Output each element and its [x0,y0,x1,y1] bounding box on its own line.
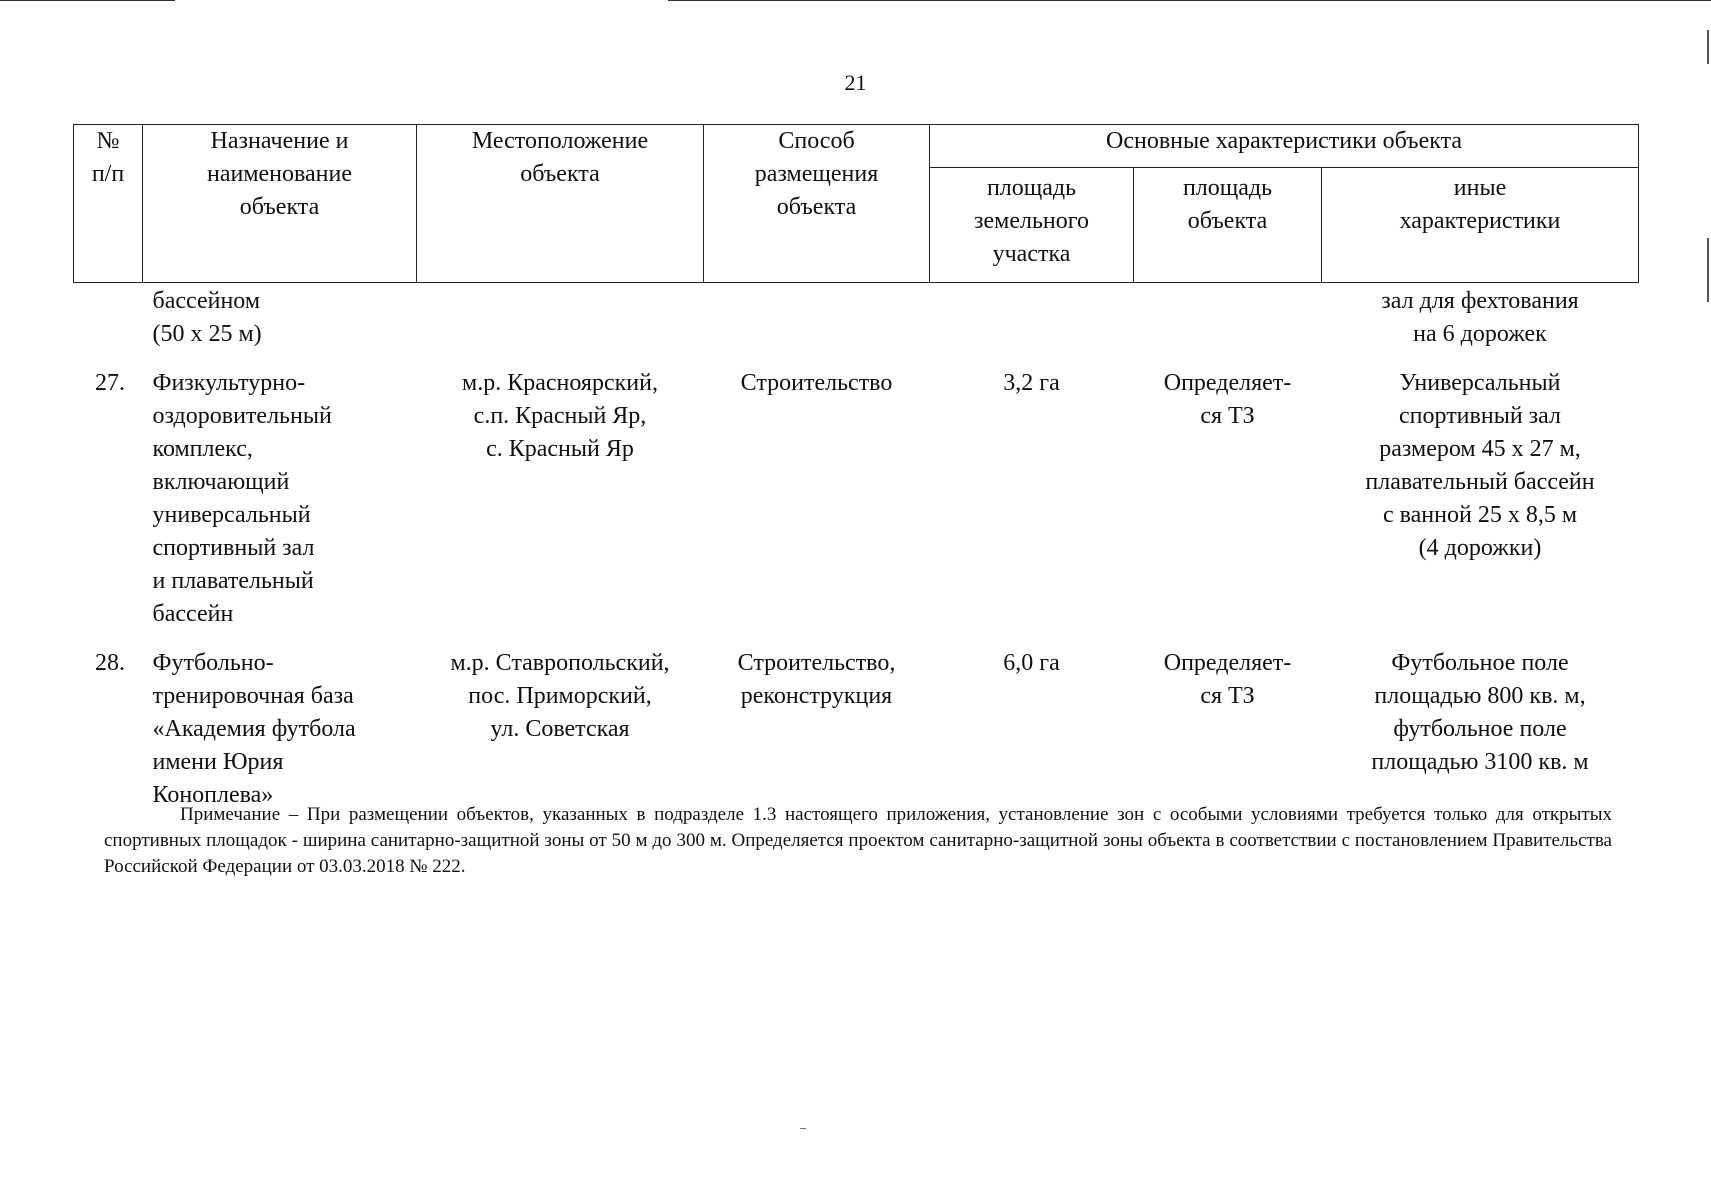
cell-land-area: 6,0 га [1003,650,1060,676]
header-characteristics: Основные характеристики объекта [930,125,1639,168]
cell-num [74,283,143,360]
header-location: Местоположение объекта [417,125,704,283]
cell-other: Футбольное поле площадью 800 кв. м, футбольное поле площадью 3100 кв. м [1371,650,1589,775]
table-row-continuation [74,283,1639,360]
cell-name: Футбольно- тренировочная база «Академия футбола имени Юрия Коноплева» [152,650,356,808]
cell-num: 28. [95,650,125,676]
cell-location: м.р. Ставропольский, пос. Приморский, ул. Советская [450,650,670,742]
page-number: 21 [844,70,867,95]
cell-method: Строительство [740,370,893,396]
table-body [74,283,1639,821]
scan-dot-mark [800,1128,806,1129]
cell-other: зал для фехтования на 6 дорожек [1381,288,1579,347]
header-land-area: площадь земельного участка [930,168,1134,283]
cell-name: бассейном (50 х 25 м) [152,288,262,347]
cell-object-area [1134,283,1322,360]
scan-artifact-line [668,0,1711,1]
header-other: иные характеристики [1322,168,1639,283]
cell-name: Физкультурно- оздоровительный комплекс, включающий универсальный спортивный зал и плавательный бассейн [152,370,332,627]
cell-object-area: Определяет- ся ТЗ [1163,370,1292,429]
cell-other: Универсальный спортивный зал размером 45 х 27 м, плавательный бассейн с ванной 25 х 8,5 м (4 дорожки) [1365,370,1595,561]
scan-artifact-line [0,0,175,1]
scan-edge-mark [1707,30,1709,64]
scan-edge-mark [1707,238,1709,302]
header-num: № п/п [74,125,143,283]
header-method: Способ размещения объекта [704,125,930,283]
table-header [74,125,1639,283]
header-object-area: площадь объекта [1134,168,1322,283]
table-row [74,359,1639,639]
cell-land-area [930,283,1134,360]
footnote: Примечание – При размещении объектов, указанных в подразделе 1.3 настоящего приложения, установление зон с особыми условиями требуется только для открытых спортивных площадок - ширина санитарно-защитной зоны от 50 м до 300 м. Определяется проектом санитарно-защитной зоны объекта в соответствии с постановлением Правительства Российской Федерации от 03.03.2018 № 222. [104,804,1612,877]
table-row [74,639,1639,820]
cell-num: 27. [95,370,125,396]
header-name: Назначение и наименование объекта [143,125,417,283]
cell-method [704,283,930,360]
cell-location [417,283,704,360]
cell-location: м.р. Красноярский, с.п. Красный Яр, с. Красный Яр [462,370,658,462]
cell-method: Строительство, реконструкция [737,650,896,709]
cell-object-area: Определяет- ся ТЗ [1163,650,1292,709]
cell-land-area: 3,2 га [1003,370,1060,396]
objects-table [73,124,1639,820]
